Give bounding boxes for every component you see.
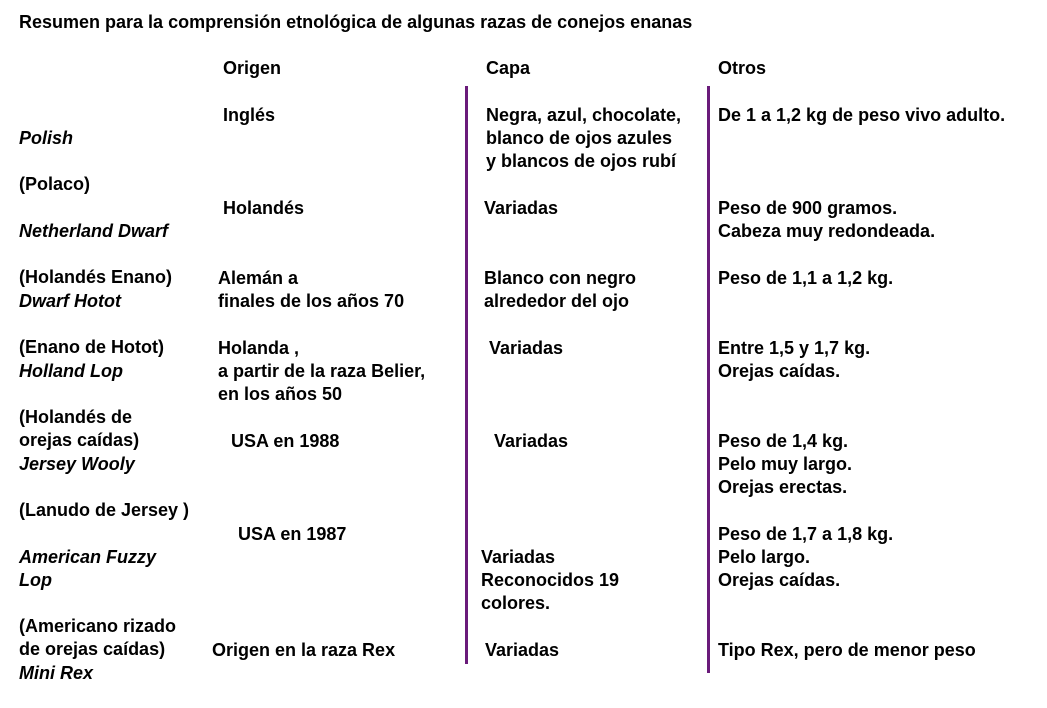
breed-name-spanish: (Holandés de orejas caídas) [19, 407, 140, 450]
breed-name-spanish: (Americano rizado de orejas caídas) [19, 616, 177, 659]
breed-name: Polish [19, 128, 74, 148]
breed-name-spanish: (Holandés Enano) [19, 267, 173, 287]
column-divider-right [707, 86, 710, 673]
otros-cell: Tipo Rex, pero de menor peso [718, 640, 976, 660]
capa-cell: Blanco con negro alrededor del ojo [484, 268, 637, 311]
origen-cell: Alemán a finales de los años 70 [218, 268, 405, 311]
origen-cell: Inglés [223, 105, 276, 125]
capa-cell: Negra, azul, chocolate, blanco de ojos azules y blancos de ojos rubí [486, 105, 682, 171]
otros-cell: De 1 a 1,2 kg de peso vivo adulto. [718, 105, 1006, 125]
breed-name: Mini Rex [19, 663, 94, 683]
otros-cell: Peso de 1,4 kg. Pelo muy largo. Orejas erectas. [718, 431, 853, 497]
capa-cell: Variadas [485, 640, 560, 660]
origen-cell: Holandés [223, 198, 305, 218]
capa-text: Variadas Reconocidos 19 colores. [481, 547, 620, 613]
origen-cell: Origen en la raza Rex [212, 640, 396, 660]
origen-cell: USA en 1988 [231, 431, 340, 451]
capa-cell [481, 523, 619, 638]
otros-cell: Peso de 900 gramos. Cabeza muy redondeada. [718, 198, 936, 241]
breed-name: Netherland Dwarf [19, 221, 169, 241]
capa-cell: Variadas [494, 431, 569, 451]
header-capa: Capa [486, 58, 531, 78]
breed-name: Jersey Wooly [19, 454, 135, 474]
header-origen: Origen [223, 58, 282, 78]
otros-cell: Entre 1,5 y 1,7 kg. Orejas caídas. [718, 338, 871, 381]
document-title: Resumen para la comprensión etnológica de algunas razas de conejos enanas [19, 12, 693, 32]
capa-cell: Variadas [489, 338, 564, 358]
breed-name-spanish: (Enano de Hotot) [19, 337, 164, 357]
column-divider-left [465, 86, 468, 664]
breed-name-spanish: (Lanudo de Jersey ) [19, 500, 190, 520]
breed-name: American Fuzzy Lop [19, 547, 157, 590]
otros-cell: Peso de 1,1 a 1,2 kg. [718, 268, 894, 288]
breed-name: Dwarf Hotot [19, 291, 121, 311]
origen-cell: Holanda , a partir de la raza Belier, en los años 50 [218, 338, 426, 404]
breed-name: Holland Lop [19, 361, 123, 381]
breed-cell [19, 639, 93, 708]
header-otros: Otros [718, 58, 767, 78]
origen-cell: USA en 1987 [238, 524, 347, 544]
breed-name-spanish: (Polaco) [19, 174, 91, 194]
otros-cell: Peso de 1,7 a 1,8 kg. Pelo largo. Orejas caídas. [718, 524, 894, 590]
capa-cell: Variadas [484, 198, 559, 218]
